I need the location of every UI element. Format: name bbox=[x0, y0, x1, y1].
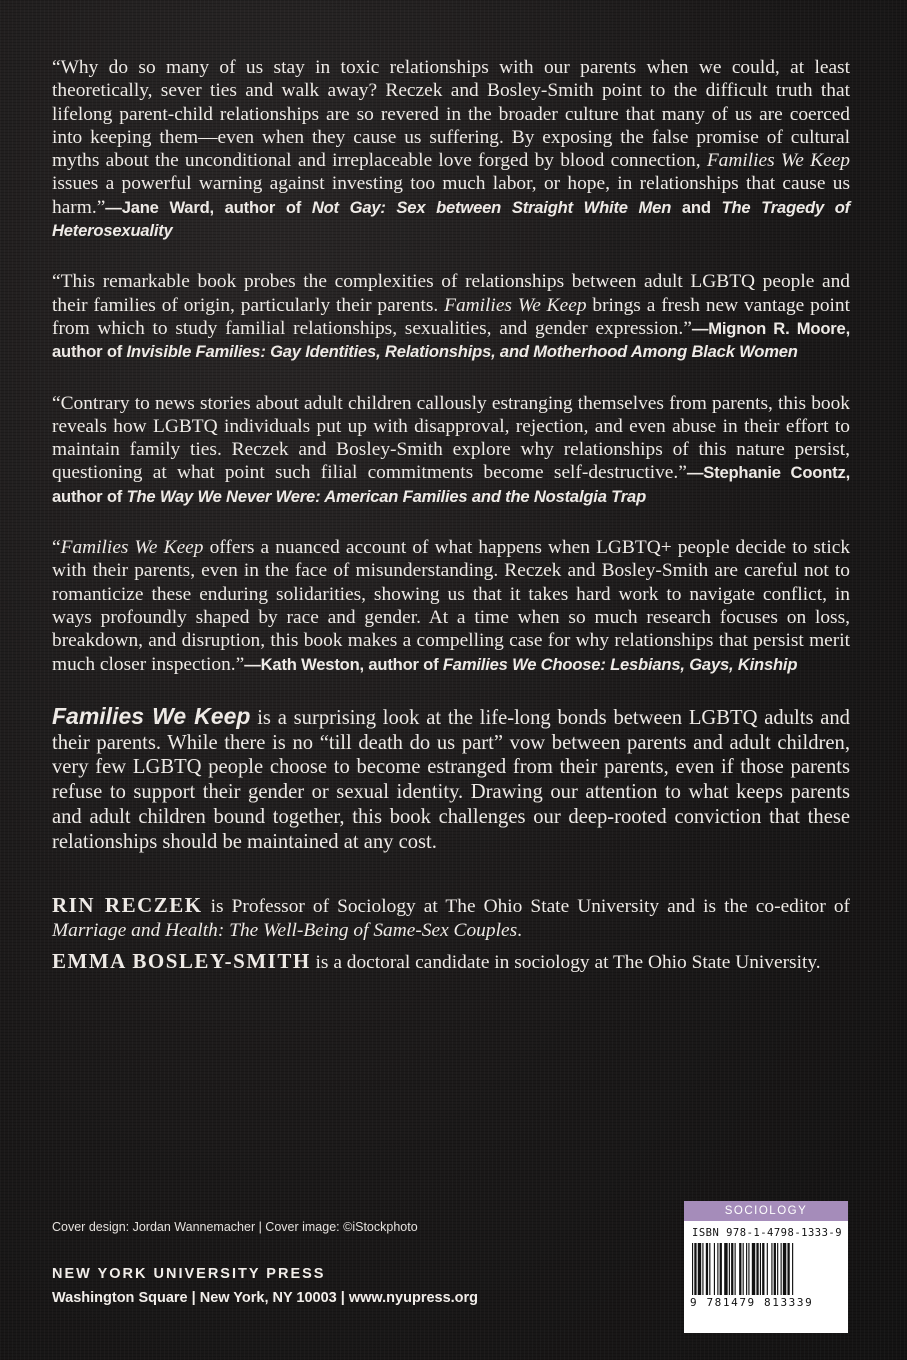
quote-text: “Contrary to news stories about adult children callously estranging themselves from parents, this book reveals how LGBTQ individuals put up with disapproval, rejection, and even abuse in their effort to maintain family ties. Reczek and Bosley-Smith explore why relationships of this nature persist, questioning at what point such filial commitments become self-destructive.” bbox=[52, 392, 850, 484]
quote-text: brings a fresh new vantage point from which to study familial relationships, sexualities, and gender expression.” bbox=[52, 294, 850, 339]
quote-text: “This remarkable book probes the complexities of relationships between adult LGBTQ people and their families of origin, particularly their parents. bbox=[52, 271, 850, 316]
publisher-address: Washington Square | New York, NY 10003 | www.nyupress.org bbox=[52, 1290, 479, 1306]
barcode-icon bbox=[690, 1243, 842, 1295]
barcode-digits: 9 781479 813339 bbox=[690, 1296, 814, 1309]
category-label: SOCIOLOGY bbox=[684, 1201, 848, 1221]
description-text: is a surprising look at the life-long bonds between LGBTQ adults and their parents. While there is no “till death do us part” vow between parents and adult children, very few LGBTQ people choose to become estranged from their parents, even if those parents refuse to support their gender or sexual identity. Drawing our attention to what keeps parents and adult children bound together, this book challenges our deep-rooted conviction that these relationships should be maintained at any cost. bbox=[52, 706, 850, 853]
author-bio-bosley-smith bbox=[52, 949, 850, 975]
attribution-book: The Way We Never Were: American Families and the Nostalgia Trap bbox=[126, 486, 647, 506]
attribution-conjunction: and bbox=[681, 197, 722, 217]
attribution-book: Not Gay: Sex between Straight White Men bbox=[311, 197, 682, 217]
attribution-name: —Mignon R. Moore, author of bbox=[52, 318, 850, 362]
attribution-name: —Kath Weston, author of bbox=[244, 654, 443, 674]
attribution-book: The Tragedy of Heterosexuality bbox=[52, 197, 851, 241]
book-title-ref: Families We Keep bbox=[444, 294, 587, 316]
book-description bbox=[52, 704, 850, 855]
attribution-name: —Jane Ward, author of bbox=[105, 197, 312, 217]
description-title: Families We Keep bbox=[52, 702, 251, 729]
attribution-book: Invisible Families: Gay Identities, Relationships, and Motherhood Among Black Women bbox=[126, 342, 798, 362]
back-cover-text bbox=[52, 56, 850, 981]
book-title-ref: Families We Keep bbox=[60, 537, 204, 559]
attribution-name: —Stephanie Coontz, author of bbox=[52, 463, 850, 506]
attribution bbox=[52, 198, 850, 240]
publisher-name: NEW YORK UNIVERSITY PRESS bbox=[52, 1266, 326, 1282]
endorsement-coontz bbox=[52, 392, 850, 508]
book-title-ref: Families We Keep bbox=[706, 150, 850, 172]
author-book: Marriage and Health: The Well-Being of Same-Sex Couples bbox=[52, 919, 518, 941]
attribution-book: Families We Choose: Lesbians, Gays, Kinship bbox=[442, 654, 798, 674]
author-bio-text: . bbox=[517, 919, 522, 941]
quote-mark: “ bbox=[52, 537, 61, 559]
isbn-barcode-box bbox=[684, 1201, 848, 1333]
quote-text: offers a nuanced account of what happens when LGBTQ+ people decide to stick with their parents, even in the face of misunderstanding. Reczek and Bosley-Smith are careful not to romanticize these enduring solidarities, showing us that it takes hard work to navigate conflict, in ways profoundly shaped by race and gender. At a time when so much research focuses on loss, breakdown, and disruption, this book makes a compelling case for why relationships that persist merit much closer inspection.” bbox=[52, 537, 851, 675]
attribution bbox=[244, 655, 797, 674]
author-name: EMMA BOSLEY-SMITH bbox=[52, 948, 311, 973]
endorsement-moore bbox=[52, 270, 850, 363]
author-bio-reczek bbox=[52, 893, 850, 943]
endorsement-weston bbox=[52, 536, 850, 676]
quote-text: “Why do so many of us stay in toxic relationships with our parents when we could, at least theoretically, sever ties and walk away? Reczek and Bosley-Smith point to the difficult truth that lifelong parent-child relationships are so revered in the broader culture that many of us are coerced into keeping them—even when they cause us suffering. By exposing the false promise of cultural myths about the unconditional and irreplaceable love forged by blood connection, bbox=[52, 57, 850, 172]
author-bio-text: is a doctoral candidate in sociology at The Ohio State University. bbox=[310, 951, 821, 973]
endorsement-ward bbox=[52, 56, 850, 242]
publisher-block bbox=[52, 1266, 478, 1306]
author-bio-text: is Professor of Sociology at The Ohio State University and is the co-editor of bbox=[202, 895, 850, 917]
cover-credits: Cover design: Jordan Wannemacher | Cover image: ©iStockphoto bbox=[52, 1220, 418, 1234]
isbn-number: ISBN 978-1-4798-1333-9 bbox=[692, 1227, 843, 1239]
quote-text: issues a powerful warning against investing too much labor, or hope, in relationships that cause us harm.” bbox=[52, 173, 850, 218]
author-name: RIN RECZEK bbox=[52, 892, 203, 917]
